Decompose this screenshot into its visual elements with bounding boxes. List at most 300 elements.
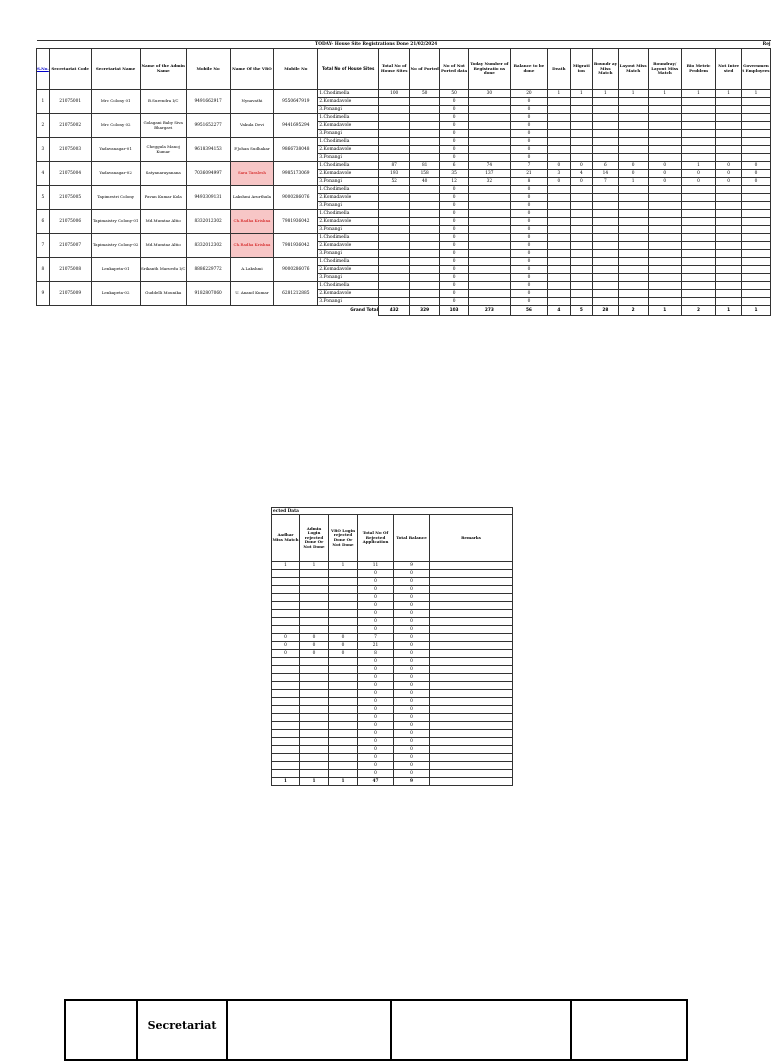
footer-header-cell: Secretariat bbox=[137, 1000, 227, 1060]
table-cell: 0 bbox=[358, 754, 394, 762]
rejected-total-row bbox=[272, 778, 513, 786]
vro-name: A.Lakshmi bbox=[230, 258, 274, 282]
value-ported bbox=[410, 298, 440, 306]
value-migration bbox=[570, 226, 592, 234]
value-bmm: 14 bbox=[593, 170, 619, 178]
vro-name: Lakshmi Arurthula bbox=[230, 186, 274, 210]
value-death bbox=[548, 138, 570, 146]
vro-mobile: 9000286076 bbox=[274, 186, 318, 210]
value-ge bbox=[741, 242, 770, 250]
vro-name: Ch.Radha Krishna bbox=[230, 234, 274, 258]
value-notported: 6 bbox=[440, 162, 469, 170]
table-cell bbox=[329, 690, 358, 698]
value-balance: 0 bbox=[510, 130, 547, 138]
value-notported: 35 bbox=[440, 170, 469, 178]
value-total bbox=[379, 106, 410, 114]
value-today bbox=[469, 98, 511, 106]
value-total bbox=[379, 266, 410, 274]
table-row bbox=[272, 698, 513, 706]
value-migration: 1 bbox=[570, 90, 592, 98]
rejected-data-title: ected Data bbox=[272, 508, 513, 515]
table-cell: 0 bbox=[394, 714, 430, 722]
value-bmm bbox=[593, 106, 619, 114]
grand-total-balance: 56 bbox=[510, 306, 547, 316]
value-blmm: 0 bbox=[648, 170, 681, 178]
table-cell bbox=[300, 586, 329, 594]
admin-mobile: 7036094997 bbox=[186, 162, 230, 186]
table-cell: 0 bbox=[329, 642, 358, 650]
table-row bbox=[37, 114, 771, 122]
value-today bbox=[469, 250, 511, 258]
value-ported bbox=[410, 274, 440, 282]
table-cell bbox=[272, 730, 300, 738]
value-lmm bbox=[618, 234, 648, 242]
value-migration bbox=[570, 186, 592, 194]
value-bmm bbox=[593, 98, 619, 106]
value-migration bbox=[570, 202, 592, 210]
table-cell: 0 bbox=[394, 594, 430, 602]
value-notported: 0 bbox=[440, 242, 469, 250]
grand-total-ni: 1 bbox=[716, 306, 742, 316]
secretariat-name: Tapimestri Colony bbox=[91, 186, 140, 210]
table-row bbox=[272, 658, 513, 666]
admin-mobile: 9493309131 bbox=[186, 186, 230, 210]
value-ge bbox=[741, 218, 770, 226]
value-death bbox=[548, 194, 570, 202]
table-cell bbox=[300, 770, 329, 778]
value-blmm bbox=[648, 258, 681, 266]
vro-mobile: 7981936042 bbox=[274, 234, 318, 258]
value-bio bbox=[681, 290, 716, 298]
value-balance: 0 bbox=[510, 226, 547, 234]
table-cell: 0 bbox=[394, 666, 430, 674]
table-row bbox=[272, 674, 513, 682]
table-cell bbox=[329, 674, 358, 682]
table-cell: 0 bbox=[358, 722, 394, 730]
table-cell bbox=[430, 586, 513, 594]
column-header: Layout Miss Match bbox=[618, 49, 648, 90]
value-bio bbox=[681, 154, 716, 162]
table-row bbox=[272, 682, 513, 690]
table-cell bbox=[300, 738, 329, 746]
value-migration bbox=[570, 242, 592, 250]
table-cell: 21 bbox=[358, 642, 394, 650]
vro-mobile: 6281212885 bbox=[274, 282, 318, 306]
value-migration bbox=[570, 146, 592, 154]
value-notported: 50 bbox=[440, 90, 469, 98]
table-cell bbox=[300, 746, 329, 754]
table-cell bbox=[272, 602, 300, 610]
value-ported bbox=[410, 114, 440, 122]
table-cell: 1 bbox=[329, 562, 358, 570]
value-death: 1 bbox=[548, 90, 570, 98]
value-bmm bbox=[593, 282, 619, 290]
value-bmm bbox=[593, 298, 619, 306]
house-site-name: 3.Ponangi bbox=[318, 298, 379, 306]
value-bmm bbox=[593, 226, 619, 234]
table-cell: 0 bbox=[394, 642, 430, 650]
value-balance: 0 bbox=[510, 266, 547, 274]
table-cell: 0 bbox=[358, 610, 394, 618]
house-site-name: 1.Chodimella bbox=[318, 186, 379, 194]
column-header: No of Ported bbox=[410, 49, 440, 90]
value-bmm: 6 bbox=[593, 162, 619, 170]
value-lmm bbox=[618, 242, 648, 250]
value-blmm: 1 bbox=[648, 90, 681, 98]
value-blmm: 0 bbox=[648, 162, 681, 170]
admin-mobile: 8332012302 bbox=[186, 210, 230, 234]
house-site-name: 1.Chodimella bbox=[318, 282, 379, 290]
column-header: Bio Metric Problem bbox=[681, 49, 716, 90]
value-ge bbox=[741, 210, 770, 218]
vro-mobile: 9985173069 bbox=[274, 162, 318, 186]
value-balance: 21 bbox=[510, 170, 547, 178]
value-ported bbox=[410, 130, 440, 138]
serial-number: 8 bbox=[37, 258, 50, 282]
table-cell bbox=[272, 570, 300, 578]
value-ge: 1 bbox=[741, 90, 770, 98]
table-cell bbox=[272, 578, 300, 586]
table-cell bbox=[300, 730, 329, 738]
value-ge bbox=[741, 154, 770, 162]
house-site-name: 3.Ponangi bbox=[318, 130, 379, 138]
value-balance: 0 bbox=[510, 146, 547, 154]
value-ported bbox=[410, 154, 440, 162]
value-ni bbox=[716, 138, 742, 146]
value-balance: 7 bbox=[510, 162, 547, 170]
table-row bbox=[37, 282, 771, 290]
table-cell bbox=[430, 706, 513, 714]
value-migration bbox=[570, 250, 592, 258]
value-ge bbox=[741, 138, 770, 146]
total-cell: 1 bbox=[300, 778, 329, 786]
vro-name: Ch.Radha Krishna bbox=[230, 210, 274, 234]
table-row bbox=[272, 618, 513, 626]
value-lmm bbox=[618, 210, 648, 218]
value-total bbox=[379, 234, 410, 242]
value-death bbox=[548, 282, 570, 290]
value-migration bbox=[570, 154, 592, 162]
table-cell bbox=[272, 754, 300, 762]
table-cell bbox=[430, 738, 513, 746]
value-bmm bbox=[593, 210, 619, 218]
value-balance: 0 bbox=[510, 106, 547, 114]
table-cell: 0 bbox=[358, 674, 394, 682]
value-ni bbox=[716, 290, 742, 298]
grand-total-total: 432 bbox=[379, 306, 410, 316]
table-cell bbox=[430, 594, 513, 602]
value-today: 32 bbox=[469, 178, 511, 186]
house-site-name: 2.Komadavole bbox=[318, 170, 379, 178]
value-balance: 0 bbox=[510, 282, 547, 290]
value-blmm: 0 bbox=[648, 178, 681, 186]
table-row bbox=[37, 234, 771, 242]
value-balance: 0 bbox=[510, 194, 547, 202]
value-blmm bbox=[648, 298, 681, 306]
value-ge bbox=[741, 186, 770, 194]
value-lmm bbox=[618, 258, 648, 266]
column-header: Mobile No bbox=[274, 49, 318, 90]
value-today: 30 bbox=[469, 90, 511, 98]
value-death bbox=[548, 154, 570, 162]
table-row bbox=[272, 650, 513, 658]
value-death bbox=[548, 218, 570, 226]
column-header: Governmen t Employees bbox=[741, 49, 770, 90]
value-ni bbox=[716, 210, 742, 218]
table-cell: 0 bbox=[394, 626, 430, 634]
value-blmm bbox=[648, 122, 681, 130]
table-cell: 0 bbox=[394, 658, 430, 666]
serial-number: 1 bbox=[37, 90, 50, 114]
column-header: Total No of House Sites bbox=[379, 49, 410, 90]
table-cell bbox=[430, 714, 513, 722]
table-cell: 0 bbox=[394, 618, 430, 626]
value-total bbox=[379, 282, 410, 290]
value-bio bbox=[681, 114, 716, 122]
value-total bbox=[379, 226, 410, 234]
value-bio bbox=[681, 146, 716, 154]
table-cell bbox=[430, 722, 513, 730]
value-notported: 0 bbox=[440, 290, 469, 298]
value-death bbox=[548, 186, 570, 194]
value-lmm bbox=[618, 298, 648, 306]
value-migration bbox=[570, 298, 592, 306]
value-bio bbox=[681, 242, 716, 250]
value-balance: 0 bbox=[510, 122, 547, 130]
value-bmm bbox=[593, 266, 619, 274]
value-lmm bbox=[618, 290, 648, 298]
value-blmm bbox=[648, 114, 681, 122]
value-today bbox=[469, 298, 511, 306]
value-death bbox=[548, 114, 570, 122]
value-today bbox=[469, 226, 511, 234]
value-today bbox=[469, 194, 511, 202]
value-notported: 0 bbox=[440, 218, 469, 226]
table-cell: 9 bbox=[394, 562, 430, 570]
value-notported: 0 bbox=[440, 146, 469, 154]
secretariat-name: Yadavanagar-01 bbox=[91, 138, 140, 162]
table-cell bbox=[300, 762, 329, 770]
grand-total-blmm: 1 bbox=[648, 306, 681, 316]
table-cell bbox=[300, 690, 329, 698]
column-header: Balance to be done bbox=[510, 49, 547, 90]
table-cell bbox=[272, 682, 300, 690]
table-cell bbox=[272, 586, 300, 594]
value-ni bbox=[716, 234, 742, 242]
value-death bbox=[548, 106, 570, 114]
table-cell bbox=[430, 642, 513, 650]
value-bio bbox=[681, 130, 716, 138]
serial-number: 2 bbox=[37, 114, 50, 138]
table-cell: 0 bbox=[358, 682, 394, 690]
value-ni bbox=[716, 186, 742, 194]
table-cell: 0 bbox=[358, 570, 394, 578]
column-header: Mobile No bbox=[186, 49, 230, 90]
table-cell: 0 bbox=[358, 594, 394, 602]
table-cell bbox=[430, 682, 513, 690]
value-notported: 0 bbox=[440, 250, 469, 258]
table-cell bbox=[272, 626, 300, 634]
value-notported: 0 bbox=[440, 274, 469, 282]
value-today bbox=[469, 138, 511, 146]
value-lmm bbox=[618, 154, 648, 162]
table-cell: 0 bbox=[358, 770, 394, 778]
value-death bbox=[548, 146, 570, 154]
value-today: 74 bbox=[469, 162, 511, 170]
value-balance: 0 bbox=[510, 138, 547, 146]
admin-name: Cheggula Manoj Kumar bbox=[140, 138, 186, 162]
table-row bbox=[37, 186, 771, 194]
value-bio bbox=[681, 298, 716, 306]
value-lmm: 0 bbox=[618, 170, 648, 178]
value-death: 0 bbox=[548, 162, 570, 170]
value-blmm bbox=[648, 130, 681, 138]
value-bio bbox=[681, 226, 716, 234]
value-bmm: 7 bbox=[593, 178, 619, 186]
table-cell: 1 bbox=[300, 562, 329, 570]
value-notported: 0 bbox=[440, 106, 469, 114]
table-cell bbox=[329, 730, 358, 738]
table-cell bbox=[300, 570, 329, 578]
admin-mobile: 9182807060 bbox=[186, 282, 230, 306]
house-site-name: 2.Komadavole bbox=[318, 242, 379, 250]
value-ge bbox=[741, 106, 770, 114]
table-row bbox=[272, 722, 513, 730]
table-cell bbox=[329, 570, 358, 578]
house-site-name: 3.Ponangi bbox=[318, 106, 379, 114]
table-cell bbox=[430, 666, 513, 674]
serial-number: 4 bbox=[37, 162, 50, 186]
value-bio: 0 bbox=[681, 170, 716, 178]
house-site-name: 1.Chodimella bbox=[318, 210, 379, 218]
column-header: Secretariat Name bbox=[91, 49, 140, 90]
grand-total-bmm: 28 bbox=[593, 306, 619, 316]
table-row bbox=[272, 586, 513, 594]
value-lmm bbox=[618, 186, 648, 194]
table-cell bbox=[272, 770, 300, 778]
value-blmm bbox=[648, 98, 681, 106]
value-migration bbox=[570, 114, 592, 122]
total-cell: 1 bbox=[329, 778, 358, 786]
table-cell: 0 bbox=[358, 706, 394, 714]
table-row bbox=[272, 578, 513, 586]
value-notported: 0 bbox=[440, 138, 469, 146]
value-ge bbox=[741, 250, 770, 258]
value-migration bbox=[570, 282, 592, 290]
value-ported bbox=[410, 258, 440, 266]
value-balance: 0 bbox=[510, 154, 547, 162]
admin-name: Md.Mumtaz Altio bbox=[140, 210, 186, 234]
value-balance: 0 bbox=[510, 218, 547, 226]
value-death bbox=[548, 234, 570, 242]
table-cell bbox=[430, 754, 513, 762]
value-ge bbox=[741, 258, 770, 266]
value-ported bbox=[410, 194, 440, 202]
value-lmm: 1 bbox=[618, 178, 648, 186]
value-balance: 0 bbox=[510, 202, 547, 210]
table-row bbox=[272, 610, 513, 618]
value-total bbox=[379, 130, 410, 138]
house-site-name: 3.Ponangi bbox=[318, 154, 379, 162]
value-death: 0 bbox=[548, 178, 570, 186]
value-balance: 8 bbox=[510, 178, 547, 186]
value-bio bbox=[681, 106, 716, 114]
value-today bbox=[469, 186, 511, 194]
value-balance: 20 bbox=[510, 90, 547, 98]
value-migration: 4 bbox=[570, 170, 592, 178]
value-notported: 0 bbox=[440, 266, 469, 274]
value-today bbox=[469, 146, 511, 154]
value-bio bbox=[681, 202, 716, 210]
value-lmm bbox=[618, 274, 648, 282]
value-ni bbox=[716, 242, 742, 250]
table-cell: 0 bbox=[394, 698, 430, 706]
secretariat-code: 21075009 bbox=[49, 282, 91, 306]
value-blmm bbox=[648, 146, 681, 154]
value-death bbox=[548, 226, 570, 234]
value-balance: 0 bbox=[510, 290, 547, 298]
secretariat-name: Tapimaistry Colony-02 bbox=[91, 234, 140, 258]
secretariat-name: Lenkapeta-01 bbox=[91, 258, 140, 282]
value-notported: 0 bbox=[440, 282, 469, 290]
table-cell bbox=[430, 570, 513, 578]
value-death bbox=[548, 202, 570, 210]
value-bmm bbox=[593, 202, 619, 210]
table-cell: 0 bbox=[358, 666, 394, 674]
table-cell: 0 bbox=[394, 762, 430, 770]
value-notported: 0 bbox=[440, 210, 469, 218]
value-notported: 0 bbox=[440, 194, 469, 202]
admin-mobile: 9491662917 bbox=[186, 90, 230, 114]
column-header: Name of the Admin Name bbox=[140, 49, 186, 90]
value-bmm bbox=[593, 146, 619, 154]
house-site-name: 3.Ponangi bbox=[318, 274, 379, 282]
value-ge: 0 bbox=[741, 178, 770, 186]
value-death bbox=[548, 274, 570, 282]
value-balance: 0 bbox=[510, 234, 547, 242]
house-site-name: 2.Komadavole bbox=[318, 146, 379, 154]
value-lmm bbox=[618, 146, 648, 154]
value-death bbox=[548, 210, 570, 218]
value-total bbox=[379, 186, 410, 194]
column-header: Remarks bbox=[430, 515, 513, 562]
rejected-data-table bbox=[271, 507, 513, 786]
column-header: VRO Login rejected Done Or Not Done bbox=[329, 515, 358, 562]
value-today bbox=[469, 266, 511, 274]
table-cell bbox=[272, 666, 300, 674]
value-death bbox=[548, 242, 570, 250]
value-today bbox=[469, 154, 511, 162]
value-ni bbox=[716, 106, 742, 114]
table-cell bbox=[329, 626, 358, 634]
table-cell bbox=[430, 762, 513, 770]
total-cell: 47 bbox=[358, 778, 394, 786]
value-blmm bbox=[648, 250, 681, 258]
value-lmm: 0 bbox=[618, 162, 648, 170]
value-notported: 0 bbox=[440, 202, 469, 210]
value-bmm bbox=[593, 234, 619, 242]
value-balance: 0 bbox=[510, 186, 547, 194]
value-bmm bbox=[593, 130, 619, 138]
admin-name: Guddelli Mounika bbox=[140, 282, 186, 306]
table-row bbox=[272, 746, 513, 754]
table-cell bbox=[430, 770, 513, 778]
value-ge: 0 bbox=[741, 162, 770, 170]
value-blmm bbox=[648, 138, 681, 146]
value-ni: 0 bbox=[716, 178, 742, 186]
value-death bbox=[548, 122, 570, 130]
table-cell bbox=[430, 562, 513, 570]
